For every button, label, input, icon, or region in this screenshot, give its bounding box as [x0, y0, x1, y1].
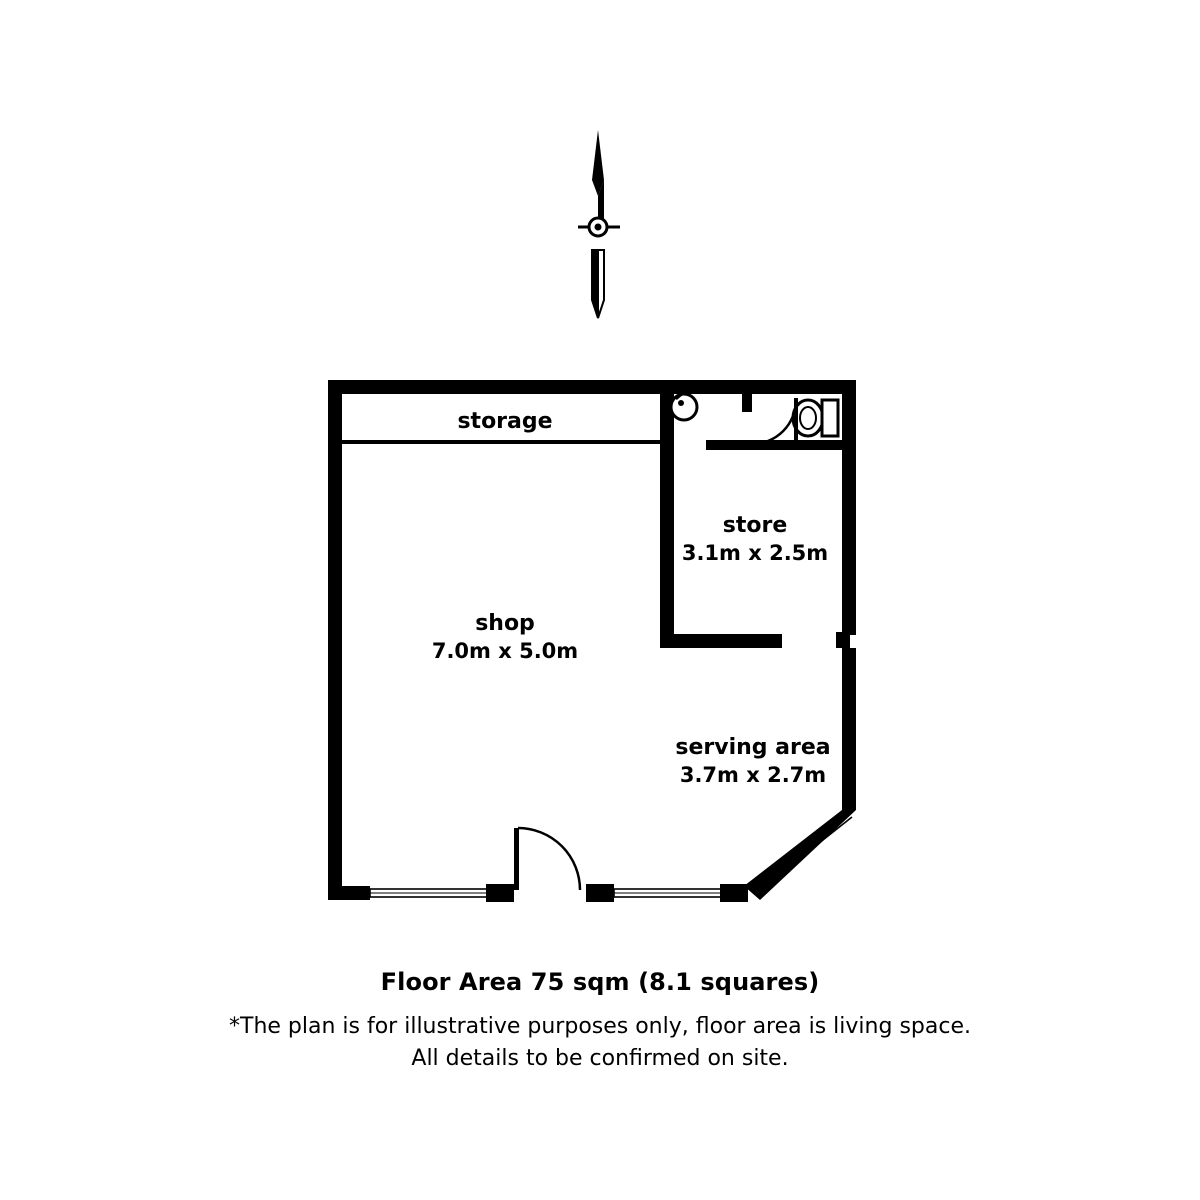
room-name: storage [457, 409, 553, 434]
disclaimer-line-2: All details to be confirmed on site. [411, 1046, 789, 1071]
room-name: shop [475, 611, 535, 636]
door-swing-icon [514, 828, 580, 890]
disclaimer-line-1: *The plan is for illustrative purposes only, floor area is living space. [229, 1014, 971, 1039]
room-name: store [722, 513, 788, 538]
room-label-serving-area [623, 734, 883, 788]
room-label-shop [355, 610, 655, 664]
floor-area-text: Floor Area 75 sqm (8.1 squares) [380, 968, 820, 996]
room-dimensions: 3.7m x 2.7m [679, 762, 827, 787]
room-label-store [625, 512, 885, 566]
room-label-storage [355, 408, 655, 436]
sink-icon [671, 394, 697, 420]
room-name: serving area [675, 735, 831, 760]
room-dimensions: 3.1m x 2.5m [681, 540, 829, 565]
toilet-icon [793, 400, 838, 436]
compass-north-arrow-icon [578, 130, 620, 318]
room-dimensions: 7.0m x 5.0m [431, 638, 579, 663]
door-swing-icon [752, 398, 798, 444]
